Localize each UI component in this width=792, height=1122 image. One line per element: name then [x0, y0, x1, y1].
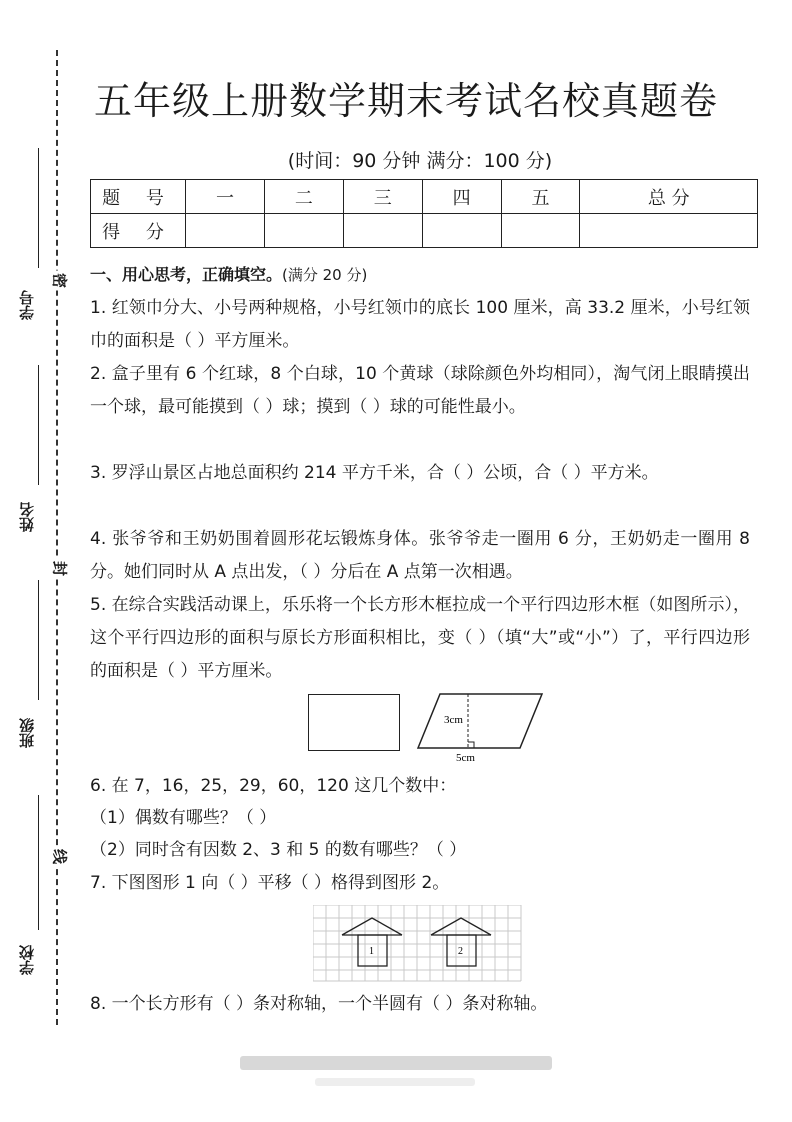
class-label: 班级	[18, 718, 36, 748]
score-input-3[interactable]	[343, 214, 422, 248]
score-table-score-row	[91, 214, 758, 248]
question-7: 7. 下图图形 1 向（ ）平移（ ）格得到图形 2。	[90, 873, 450, 893]
name-rule	[38, 365, 39, 485]
footer-watermark-blur-2	[315, 1078, 475, 1086]
table-cell-part-4: 四	[422, 180, 501, 214]
section-1-heading	[90, 262, 367, 285]
parallelogram-figure	[410, 690, 550, 768]
school-rule	[38, 795, 39, 930]
house-shape-1	[342, 918, 402, 966]
parallelogram-shape	[418, 694, 542, 748]
section-1-note: (满分 20 分)	[282, 266, 368, 284]
table-cell-total: 总 分	[580, 180, 758, 214]
seal-char-mi: 密	[50, 271, 71, 291]
score-input-total[interactable]	[580, 214, 758, 248]
binding-dashed-line	[56, 50, 58, 1025]
question-3: 3. 罗浮山景区占地总面积约 214 平方千米，合（ ）公顷，合（ ）平方米。	[90, 463, 659, 483]
footer-watermark-blur	[240, 1056, 552, 1070]
shape-1-label: 1	[369, 946, 374, 957]
question-5: 5. 在综合实践活动课上，乐乐将一个长方形木框拉成一个平行四边形木框（如图所示），这个平行四边形的面积与原长方形面积相比，变（ ）（填“大”或“小”）了，平行四边形的面积是（ ）平方厘米。	[90, 595, 750, 681]
school-label: 学校	[18, 945, 36, 975]
table-cell-part-3: 三	[343, 180, 422, 214]
score-input-2[interactable]	[264, 214, 343, 248]
seal-char-xian: 线	[50, 847, 71, 867]
question-6: 6. 在 7，16，25，29，60，120 这几个数中：	[90, 776, 457, 796]
seal-char-feng: 封	[50, 559, 71, 579]
shape-2-label: 2	[458, 946, 463, 957]
table-cell-part-5: 五	[501, 180, 580, 214]
score-table	[90, 179, 758, 248]
table-cell-score-label: 得 分	[91, 214, 186, 248]
height-label: 3cm	[444, 714, 463, 726]
score-table-header-row	[91, 180, 758, 214]
translation-grid-figure	[313, 905, 523, 983]
student-no-label: 学号	[18, 290, 36, 320]
right-angle-mark	[468, 742, 474, 748]
score-input-1[interactable]	[186, 214, 265, 248]
rectangle-figure	[308, 694, 400, 751]
score-input-4[interactable]	[422, 214, 501, 248]
name-label: 姓名	[18, 502, 36, 532]
base-label: 5cm	[456, 752, 475, 764]
table-cell-question-no: 题 号	[91, 180, 186, 214]
question-6-part-2: （2）同时含有因数 2、3 和 5 的数有哪些？（ ）	[90, 840, 467, 860]
question-4: 4. 张爷爷和王奶奶围着圆形花坛锻炼身体。张爷爷走一圈用 6 分，王奶奶走一圈用 8 分。她们同时从 A 点出发，（ ）分后在 A 点第一次相遇。	[90, 529, 750, 582]
question-2: 2. 盒子里有 6 个红球，8 个白球，10 个黄球（球除颜色外均相同），淘气闭上眼睛摸出一个球，最可能摸到（ ）球；摸到（ ）球的可能性最小。	[90, 364, 750, 417]
table-cell-part-2: 二	[264, 180, 343, 214]
section-1-title: 一、用心思考，正确填空。	[90, 265, 283, 284]
grid-lines	[313, 905, 521, 981]
question-6-part-1: （1）偶数有哪些？（ ）	[90, 808, 277, 828]
question-1: 1. 红领巾分大、小号两种规格，小号红领巾的底长 100 厘米，高 33.2 厘米，小号红领巾的面积是（ ）平方厘米。	[90, 298, 750, 351]
page-title: 五年级上册数学期末考试名校真题卷	[93, 79, 718, 123]
exam-time-score: (时间：90 分钟 满分：100 分)	[287, 150, 553, 172]
score-input-5[interactable]	[501, 214, 580, 248]
class-rule	[38, 580, 39, 700]
question-8: 8. 一个长方形有（ ）条对称轴，一个半圆有（ ）条对称轴。	[90, 994, 548, 1014]
table-cell-part-1: 一	[186, 180, 265, 214]
